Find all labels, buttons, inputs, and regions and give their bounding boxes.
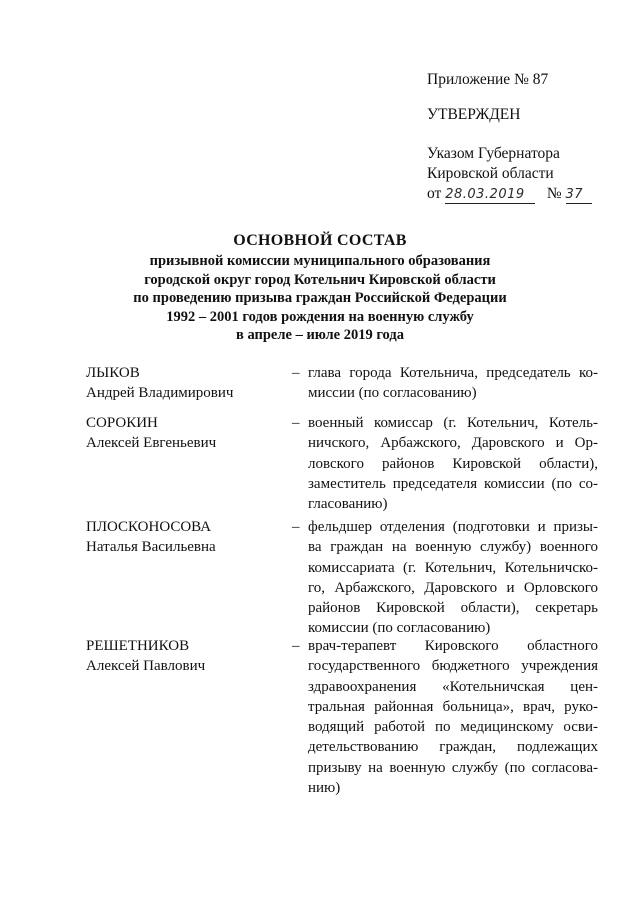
role-line: ва граждан на военную службу) военного: [308, 539, 598, 556]
role-line: ничского, Арбажского, Даровского и Ор-: [308, 435, 598, 452]
title-line: по проведению призыва граждан Российской Федерации: [133, 290, 507, 306]
role-line: детельствованию граждан, подлежащих: [308, 739, 598, 756]
role-line: врач-терапевт Кировского областного: [308, 638, 598, 654]
member-name: [86, 413, 276, 453]
decree-date-line: [427, 184, 592, 204]
role-line: глава города Котельнича, председатель ко-: [308, 365, 598, 381]
title-line: призывной комиссии муниципального образования: [149, 253, 491, 269]
role-line: фельдшер отделения (подготовки и призы-: [308, 519, 598, 535]
role-line: тральная районная больница», врач, руко-: [308, 698, 598, 715]
member-name: [86, 636, 276, 676]
role-line: здравоохранения «Котельничская цен-: [308, 678, 598, 695]
role-line: го, Арбажского, Даровского и Орловского: [308, 579, 598, 596]
decree-number: 37: [565, 187, 584, 202]
role-line: гласованию): [308, 496, 388, 513]
member-given-name: Наталья Васильевна: [86, 539, 216, 555]
role-line: районов Кировской области), секретарь: [308, 600, 598, 617]
member-given-name: Алексей Павлович: [86, 658, 206, 674]
role-line: ловского районов Кировской области),: [308, 455, 598, 472]
member-surname: ЛЫКОВ: [86, 365, 140, 381]
member-role: [308, 636, 598, 798]
role-line: миссии (по согласованию): [308, 385, 477, 402]
member-role: [308, 517, 598, 639]
appendix-number: Приложение № 87: [427, 71, 549, 88]
approval-block: [427, 70, 592, 204]
decree-line-1: Указом Губернатора: [427, 145, 560, 162]
member-dash: –: [292, 415, 300, 431]
member-surname: ПЛОСКОНОСОВА: [86, 519, 212, 535]
member-dash: –: [292, 365, 300, 381]
member-given-name: Алексей Евгеньевич: [86, 435, 217, 451]
decree-line-2: Кировской области: [427, 165, 554, 182]
member-surname: СОРОКИН: [86, 415, 158, 431]
title-line: 1992 – 2001 годов рождения на военную службу: [166, 308, 474, 325]
member-role: [308, 413, 598, 514]
role-line: нию): [308, 780, 341, 797]
role-line: водящий работой по медицинскому осви-: [308, 719, 598, 736]
member-surname: РЕШЕТНИКОВ: [86, 638, 190, 654]
member-name: [86, 517, 276, 557]
role-line: комиссии (по согласованию): [308, 620, 491, 637]
role-line: комиссариата (г. Котельнич, Котельничско-: [308, 559, 598, 576]
date-prefix: от: [427, 185, 442, 202]
decree-date: 28.03.2019: [445, 187, 525, 202]
member-name: [86, 363, 276, 403]
role-line: военный комиссар (г. Котельнич, Котель-: [308, 415, 598, 431]
title-line: в апреле – июле 2019 года: [236, 327, 404, 343]
approved-stamp-text: УТВЕРЖДЕН: [427, 106, 521, 123]
member-dash: –: [292, 638, 300, 654]
document-title: [100, 231, 540, 345]
member-role: [308, 363, 598, 404]
role-line: заместитель председателя комиссии (по со-: [308, 475, 598, 492]
title-main: ОСНОВНОЙ СОСТАВ: [233, 232, 407, 249]
number-prefix: №: [546, 185, 562, 202]
member-dash: –: [292, 519, 300, 535]
role-line: призыву на военную службу (по согласова-: [308, 759, 598, 776]
role-line: государственного бюджетного учреждения: [308, 658, 598, 675]
member-given-name: Андрей Владимирович: [86, 385, 234, 401]
title-line: городской округ город Котельнич Кировской области: [144, 271, 496, 288]
